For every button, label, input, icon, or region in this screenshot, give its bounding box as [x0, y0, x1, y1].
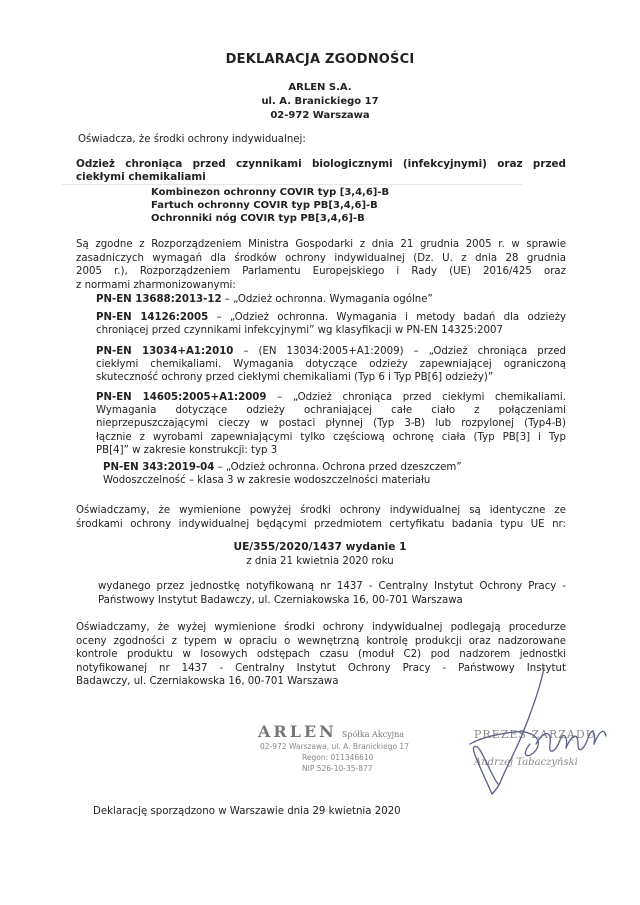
standard-item: [96, 311, 566, 337]
standard-text: chroniącej przed czynnikami infekcyjnymi” wg klasyfikacji w PN-EN 14325:2007: [96, 325, 503, 337]
issued-line: Państwowy Instytut Badawczy, ul. Czerniakowska 16, 00-701 Warszawa: [98, 594, 463, 606]
product-item: Kombinezon ochronny COVIR typ [3,4,6]-B: [151, 187, 390, 198]
standard-text: – (EN 13034:2005+A1:2009) – „Odzież chroniąca przed: [233, 346, 566, 357]
product-item: Fartuch ochronny COVIR typ PB[3,4,6]-B: [151, 200, 378, 211]
certificate-date: z dnia 21 kwietnia 2020 roku: [246, 556, 394, 567]
stamp-brand: ARLEN: [258, 722, 337, 741]
signature-name: Andrzej Tabaczyński: [474, 757, 578, 768]
category-heading: [76, 158, 566, 184]
standard-item: [103, 461, 563, 487]
certificate-number: UE/355/2020/1437 wydanie 1: [233, 541, 407, 553]
regulation-line: 2005 r.), Rozporządzeniem Parlamentu Europejskiego i Rady (UE) 2016/425 oraz: [76, 266, 566, 278]
standard-code: PN-EN 14605:2005+A1:2009: [96, 392, 267, 403]
standard-text: łącznie z wyrobami zapewniającymi tylko częściową ochronę ciała (Typ PB[3] i Typ: [96, 431, 566, 443]
product-item: Ochronniki nóg COVIR typ PB[3,4,6]-B: [151, 213, 365, 224]
procedure-line: kontrole produktu w losowych odstępach czasu (moduł C2) pod nadzorem jednostki: [76, 649, 566, 661]
procedure-line: notyfikowanej nr 1437 - Centralny Instytut Ochrony Pracy - Państwowy Instytut: [76, 662, 566, 674]
procedure-line: Oświadczamy, że wyżej wymienione środki ochrony indywidualnej podlegają procedurze: [76, 622, 566, 633]
standard-text: – „Odzież ochronna. Wymagania i metody badań dla odzieży: [208, 312, 566, 323]
scan-line: [62, 184, 522, 185]
standard-item: [96, 345, 566, 385]
standard-code: PN-EN 13688:2013-12: [96, 294, 222, 305]
standard-text: ciekłymi chemikaliami. Wymagania dotyczące odzieży zapewniającej ograniczoną: [96, 359, 566, 371]
standard-text: Wymagania dotyczące odzieży ochraniającej całe ciało z połączeniami: [96, 405, 566, 417]
standard-code: PN-EN 13034+A1:2010: [96, 346, 234, 357]
regulation-line: zasadniczych wymagań dla środków ochrony indywidualnej (Dz. U. z dnia 28 grudnia: [76, 252, 566, 264]
company-city: 02-972 Warszawa: [270, 110, 370, 121]
issued-paragraph: [98, 580, 566, 607]
standard-text: nieprzepuszczającymi cieczy w postaci płynnej (Typ 3-B) lub rozpylonej (Typ4-B): [96, 418, 566, 430]
issued-line: wydanego przez jednostkę notyfikowaną nr 1437 - Centralny Instytut Ochrony Pracy -: [98, 581, 566, 592]
identical-paragraph: [76, 504, 566, 531]
standard-text: – „Odzież ochronna. Wymagania ogólne”: [221, 294, 433, 305]
identical-line: środkami ochrony indywidualnej będącymi przedmiotem certyfikatu badania typu UE nr:: [76, 518, 566, 530]
stamp-nip: NIP 526-10-35-877: [302, 764, 373, 773]
standard-text: PB[4]” w zakresie konstrukcji: typ 3: [96, 444, 278, 456]
standard-code: PN-EN 14126:2005: [96, 312, 209, 323]
standard-text: – „Odzież chroniąca przed ciekłymi chemikaliami.: [266, 392, 566, 403]
stamp-regon: Regon: 011346610: [302, 753, 374, 762]
standard-code: PN-EN 343:2019-04: [103, 462, 215, 473]
document-title: DEKLARACJA ZGODNOŚCI: [225, 52, 415, 67]
company-name: ARLEN S.A.: [288, 82, 352, 93]
procedure-line: oceny zgodności z typem w opraciu o wewnętrzną kontrolę produkcji oraz nadzorowane: [76, 635, 566, 647]
regulation-paragraph: [76, 238, 566, 292]
regulation-line: z normami zharmonizowanymi:: [76, 279, 236, 291]
standard-item: [96, 293, 566, 306]
stamp-form: Spółka Akcyjna: [341, 730, 405, 739]
company-stamp: [258, 722, 438, 773]
category-line-1: Odzież chroniąca przed czynnikami biologicznymi (infekcyjnymi) oraz przed: [76, 158, 566, 170]
procedure-line: Badawczy, ul. Czerniakowska 16, 00-701 Warszawa: [76, 676, 339, 688]
product-list: [151, 186, 389, 225]
standard-text: Wodoszczelność – klasa 3 w zakresie wodoszczelności materiału: [103, 475, 431, 487]
intro-text: Oświadcza, że środki ochrony indywidualnej:: [78, 134, 306, 145]
signature-role: PREZES ZARZĄDU: [474, 728, 596, 741]
standard-text: skuteczność ochrony przed ciekłymi chemikaliami (Typ 6 i Typ PB[6] odzieży)”: [96, 372, 494, 384]
handwritten-signature: [440, 660, 620, 800]
category-line-2: ciekłymi chemikaliami: [76, 171, 206, 183]
footer-date: Deklarację sporządzono w Warszawie dnia 29 kwietnia 2020: [93, 806, 401, 817]
standard-text: – „Odzież ochronna. Ochrona przed dzeszczem”: [214, 462, 462, 473]
identical-line: Oświadczamy, że wymienione powyżej środki ochrony indywidualnej są identyczne ze: [76, 505, 566, 516]
standard-item: [96, 391, 566, 457]
company-street: ul. A. Branickiego 17: [261, 96, 379, 107]
regulation-line: Są zgodne z Rozporządzeniem Ministra Gospodarki z dnia 21 grudnia 2005 r. w sprawie: [76, 239, 566, 250]
stamp-address: 02-972 Warszawa, ul. A. Branickiego 17: [260, 742, 409, 751]
